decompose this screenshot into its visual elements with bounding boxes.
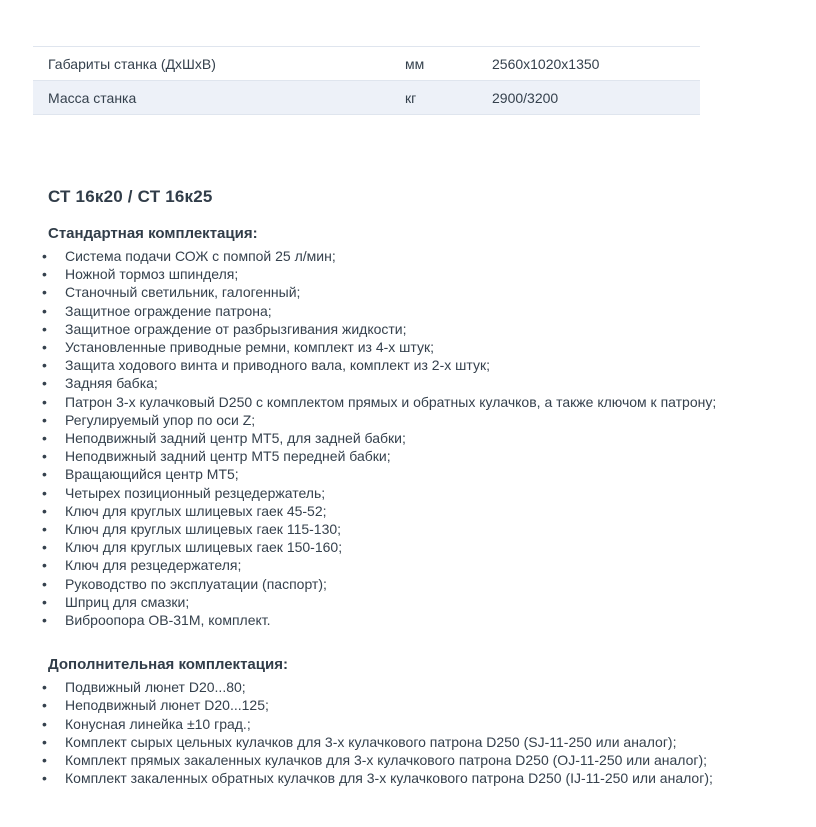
list-item: • Защита ходового винта и приводного вала, комплект из 2-х штук; [42, 356, 816, 374]
table-row [33, 81, 700, 115]
list-item: • Патрон 3-х кулачковый D250 с комплектом прямых и обратных кулачков, а также ключом к патрону; [42, 393, 816, 411]
list-item: • Ножной тормоз шпинделя; [42, 265, 816, 283]
optional-section-title: Дополнительная комплектация: [48, 656, 288, 674]
list-item: • Ключ для резцедержателя; [42, 556, 816, 574]
list-item: • Комплект прямых закаленных кулачков для 3-х кулачкового патрона D250 (OJ-11-250 или аналог); [42, 751, 816, 769]
optional-equipment-list [42, 678, 816, 787]
list-item: • Руководство по эксплуатации (паспорт); [42, 575, 816, 593]
list-item: • Комплект сырых цельных кулачков для 3-х кулачкового патрона D250 (SJ-11-250 или аналог); [42, 733, 816, 751]
list-item: • Задняя бабка; [42, 374, 816, 392]
list-item: • Неподвижный задний центр МТ5, для задней бабки; [42, 429, 816, 447]
list-item: • Виброопора ОВ-31М, комплект. [42, 611, 816, 629]
spec-param: Габариты станка (ДхШхВ) [33, 47, 405, 81]
list-item: • Шприц для смазки; [42, 593, 816, 611]
list-item: • Ключ для круглых шлицевых гаек 150-160; [42, 538, 816, 556]
list-item: • Установленные приводные ремни, комплект из 4-х штук; [42, 338, 816, 356]
list-item: • Защитное ограждение патрона; [42, 302, 816, 320]
list-item: • Система подачи СОЖ с помпой 25 л/мин; [42, 247, 816, 265]
list-item: • Станочный светильник, галогенный; [42, 283, 816, 301]
standard-section-title: Стандартная комплектация: [48, 225, 258, 242]
list-item: • Конусная линейка ±10 град.; [42, 715, 816, 733]
list-item: • Комплект закаленных обратных кулачков для 3-х кулачкового патрона D250 (IJ-11-250 или аналог); [42, 769, 816, 787]
list-item: • Четырех позиционный резцедержатель; [42, 484, 816, 502]
page-title: СТ 16к20 / СТ 16к25 [48, 187, 213, 206]
spec-param: Масса станка [33, 81, 405, 115]
list-item: • Ключ для круглых шлицевых гаек 45-52; [42, 502, 816, 520]
list-item: • Вращающийся центр МТ5; [42, 465, 816, 483]
standard-equipment-list [42, 247, 816, 629]
table-row [33, 47, 700, 81]
spec-value: 2900/3200 [492, 81, 700, 115]
list-item: • Защитное ограждение от разбрызгивания жидкости; [42, 320, 816, 338]
list-item: • Подвижный люнет D20...80; [42, 678, 816, 696]
spec-table [33, 46, 700, 115]
spec-unit: кг [405, 81, 492, 115]
list-item: • Неподвижный люнет D20...125; [42, 696, 816, 714]
spec-unit: мм [405, 47, 492, 81]
list-item: • Неподвижный задний центр МТ5 передней бабки; [42, 447, 816, 465]
list-item: • Регулируемый упор по оси Z; [42, 411, 816, 429]
list-item: • Ключ для круглых шлицевых гаек 115-130; [42, 520, 816, 538]
spec-value: 2560х1020х1350 [492, 47, 700, 81]
